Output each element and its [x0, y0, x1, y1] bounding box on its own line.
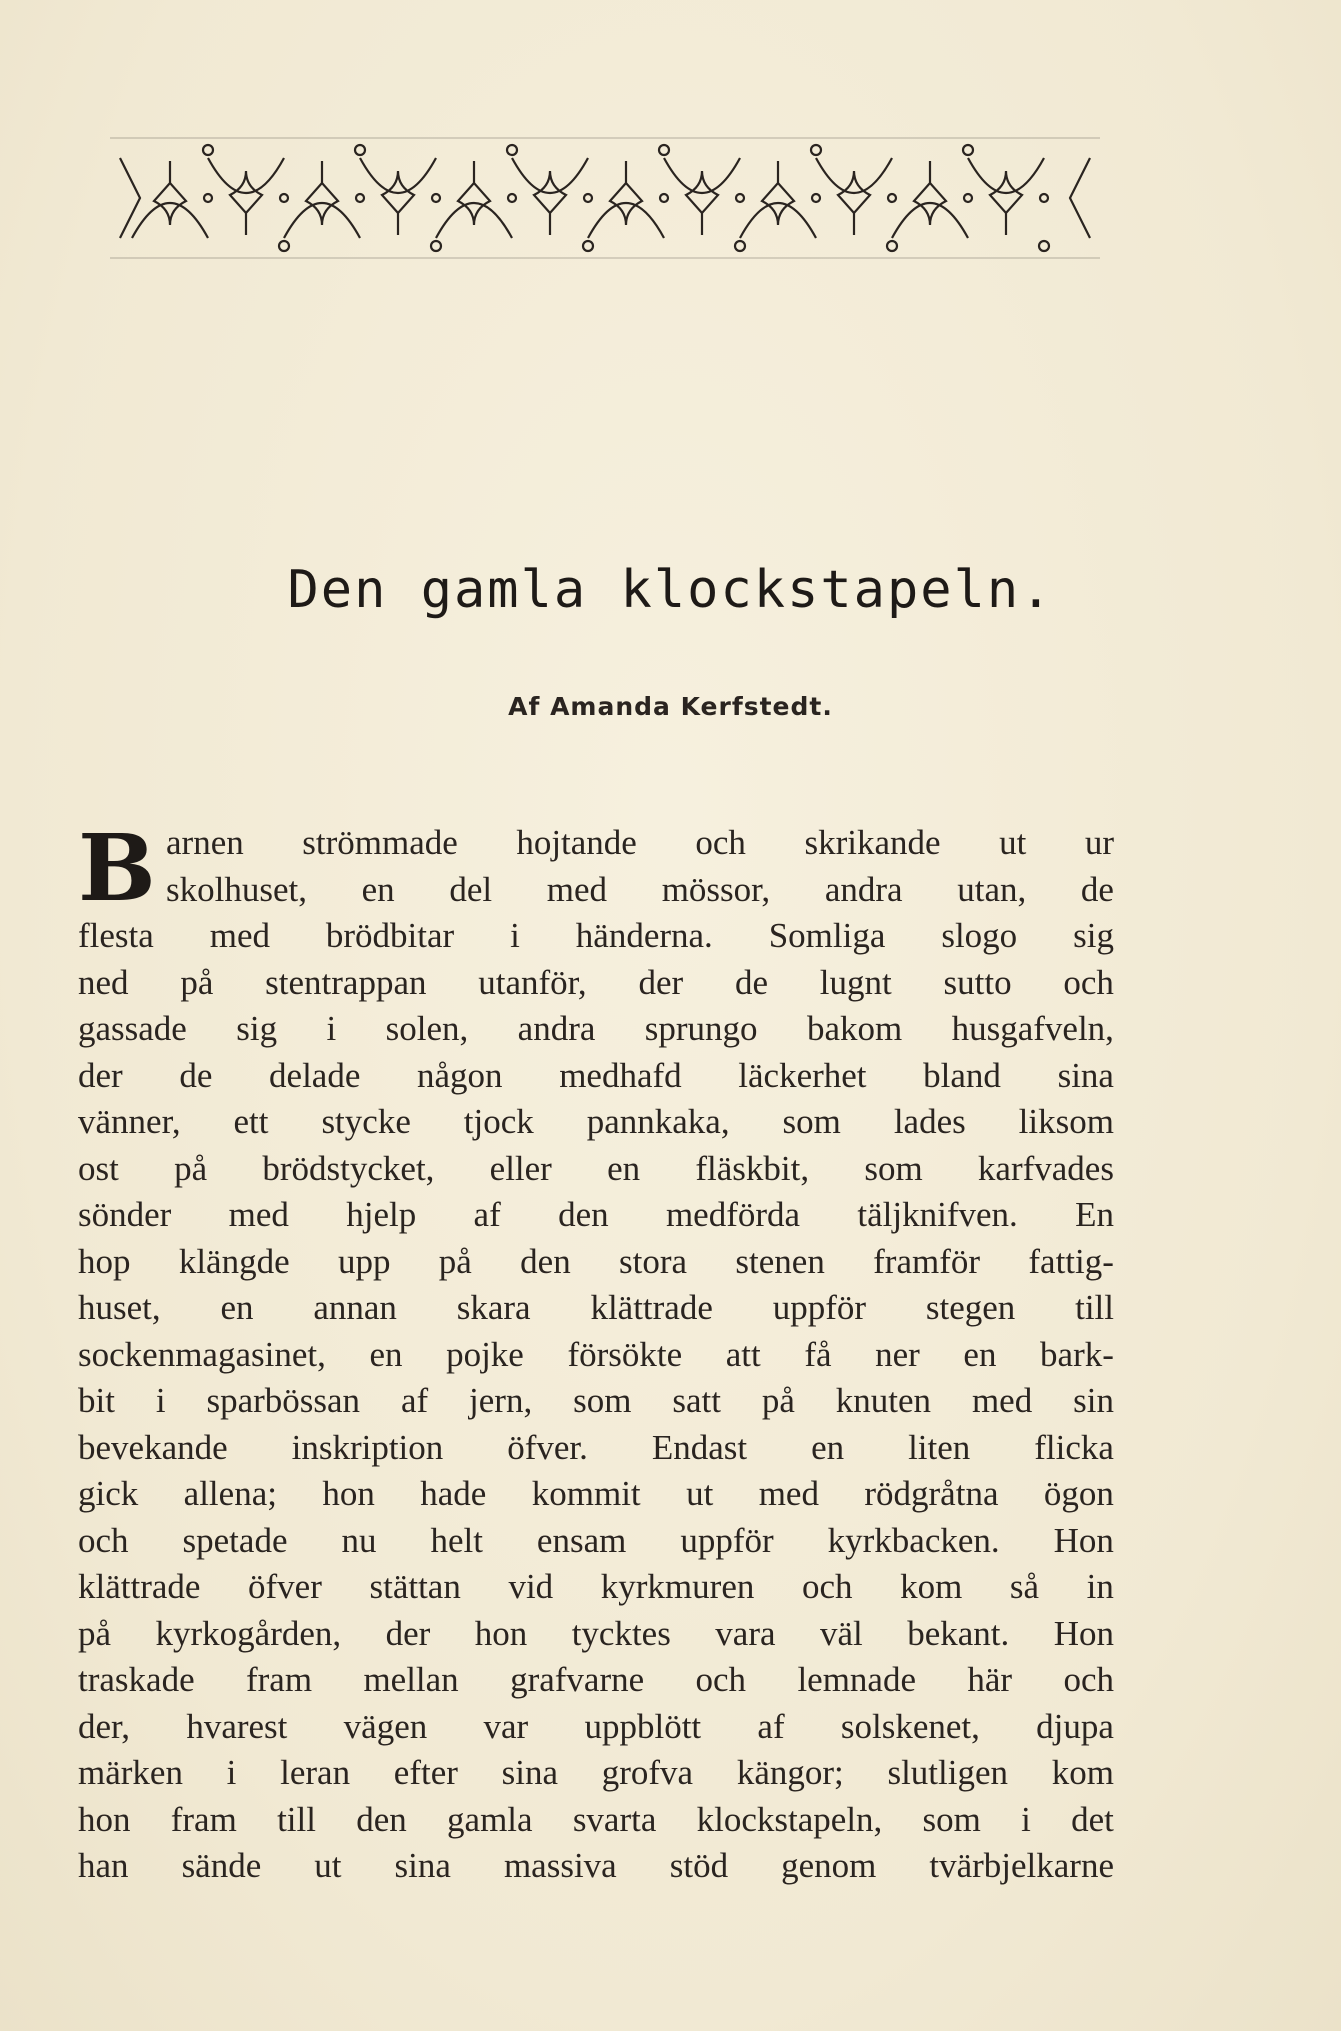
- text-line: vänner, ett stycke tjock pannkaka, som lades liksom: [78, 1102, 1114, 1141]
- text-line: der, hvarest vägen var uppblött af solskenet, djupa: [78, 1706, 1114, 1746]
- text-line: sockenmagasinet, en pojke försökte att få ner en bark-: [78, 1334, 1114, 1374]
- text-line: arnen strömmade hojtande och skrikande ut ur: [166, 823, 1114, 862]
- text-line: hop klängde upp på den stora stenen framför fattig-: [78, 1241, 1114, 1281]
- text-line: bevekande inskription öfver. Endast en liten flicka: [78, 1427, 1114, 1467]
- drop-cap: B: [78, 814, 156, 922]
- text-line: på kyrkogården, der hon tycktes vara väl bekant. Hon: [78, 1613, 1114, 1653]
- text-line: sönder med hjelp af den medförda täljknifven. En: [78, 1195, 1114, 1234]
- text-line: klättrade öfver stättan vid kyrkmuren och kom så in: [78, 1567, 1114, 1606]
- text-line: ned på stentrappan utanför, der de lugnt sutto och: [78, 962, 1114, 1002]
- text-line: märken i leran efter sina grofva kängor; slutligen kom: [78, 1753, 1114, 1792]
- decorative-leaf-border-icon: [100, 128, 1110, 268]
- text-line: traskade fram mellan grafvarne och lemnade här och: [78, 1660, 1114, 1699]
- text-line: gick allena; hon hade kommit ut med rödgråtna ögon: [78, 1474, 1114, 1513]
- story-title: Den gamla klockstapeln.: [287, 560, 1054, 620]
- text-line: der de delade någon medhafd läckerhet bland sina: [78, 1055, 1114, 1095]
- text-line: flesta med brödbitar i händerna. Somliga slogo sig: [78, 916, 1114, 955]
- text-line: ost på brödstycket, eller en fläskbit, som karfvades: [78, 1148, 1114, 1188]
- text-line: skolhuset, en del med mössor, andra utan, de: [166, 869, 1114, 909]
- story-body: [78, 814, 1114, 1890]
- text-line: och spetade nu helt ensam uppför kyrkbacken. Hon: [78, 1520, 1114, 1560]
- text-line: bit i sparbössan af jern, som satt på knuten med sin: [78, 1381, 1114, 1420]
- text-line: hon fram till den gamla svarta klockstapeln, som i det: [78, 1799, 1114, 1839]
- author-byline: Af Amanda Kerfstedt.: [508, 692, 833, 721]
- text-line: huset, en annan skara klättrade uppför stegen till: [78, 1288, 1114, 1327]
- text-line: han sände ut sina massiva stöd genom tvärbjelkarne: [78, 1846, 1114, 1885]
- text-line: gassade sig i solen, andra sprungo bakom husgafveln,: [78, 1009, 1114, 1048]
